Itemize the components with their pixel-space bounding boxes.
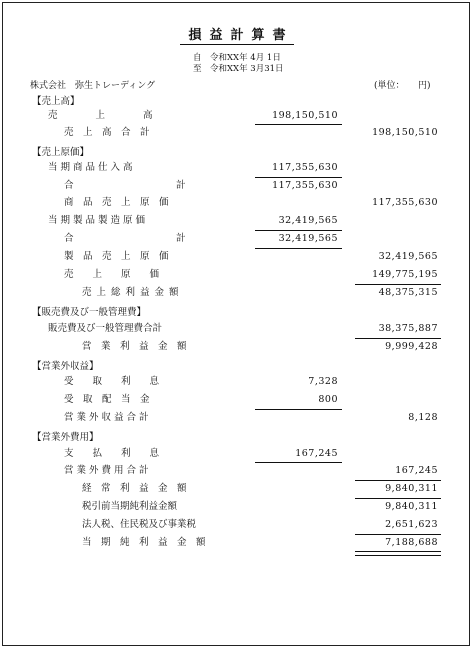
row-amount: 117,355,630 — [372, 197, 438, 208]
company-name: 株式会社 弥生トレーディング — [30, 81, 156, 91]
row-amount: 198,150,510 — [272, 110, 338, 121]
row-label: 営業外費用合計 — [64, 465, 152, 476]
row-label: 法人税、住民税及び事業税 — [82, 519, 197, 530]
row-interest-received — [0, 374, 474, 390]
row-sga-total — [0, 321, 474, 337]
row-amount: 117,355,630 — [272, 180, 338, 191]
row-sales-total — [0, 125, 474, 141]
row-label: 売 上 高 合 計 — [64, 127, 150, 138]
row-label-right: 計 — [176, 233, 186, 244]
row-mfg-sum — [0, 231, 474, 247]
row-amount: 9,840,311 — [385, 483, 438, 494]
row-purchases — [0, 160, 474, 176]
row-amount: 8,128 — [408, 412, 438, 423]
row-label: 税引前当期純利益金額 — [82, 501, 178, 512]
row-amount: 9,840,311 — [385, 501, 438, 512]
section-nonop-expense: 【営業外費用】 — [32, 432, 99, 443]
row-label-right: 計 — [176, 180, 186, 191]
row-label: 受 取 配 当 金 — [64, 394, 150, 405]
row-label: 当 期 純 利 益 金 額 — [82, 537, 206, 548]
row-amount: 32,419,565 — [278, 215, 338, 226]
row-label: 販売費及び一般管理費合計 — [48, 323, 163, 334]
row-label: 売 上 原 価 — [64, 269, 160, 280]
row-gross-profit — [0, 285, 474, 301]
row-amount: 48,375,315 — [378, 287, 438, 298]
row-ordinary-income — [0, 481, 474, 497]
row-amount: 7,188,688 — [385, 537, 438, 548]
row-label: 受 取 利 息 — [64, 376, 160, 387]
row-label: 営業外収益合計 — [64, 412, 152, 423]
row-goods-cogs — [0, 195, 474, 211]
row-label: 製 品 売 上 原 価 — [64, 251, 169, 262]
row-pretax-income — [0, 499, 474, 515]
row-nonop-expense-total — [0, 463, 474, 479]
section-cogs: 【売上原価】 — [32, 147, 90, 158]
row-amount: 149,775,195 — [372, 269, 438, 280]
unit-label: (単位： 円) — [374, 81, 431, 91]
row-label: 当期商品仕入高 — [48, 162, 136, 173]
period-to: 至 令和XX年 3月31日 — [193, 64, 284, 74]
row-amount: 800 — [318, 394, 338, 405]
row-product-cogs — [0, 249, 474, 265]
row-nonop-income-total — [0, 410, 474, 426]
row-label: 売 上 高 — [48, 110, 153, 121]
statement-title: 損益計算書 — [0, 24, 474, 43]
section-sga: 【販売費及び一般管理費】 — [32, 307, 147, 318]
row-net-income — [0, 535, 474, 551]
row-amount: 9,999,428 — [385, 341, 438, 352]
section-nonop-income: 【営業外収益】 — [32, 361, 99, 372]
row-label: 経 常 利 益 金 額 — [82, 483, 187, 494]
row-label: 売上総利益金額 — [82, 287, 184, 298]
double-underline — [355, 551, 441, 556]
row-label-left: 合 — [64, 233, 74, 244]
row-label: 支 払 利 息 — [64, 448, 160, 459]
row-amount: 2,651,623 — [385, 519, 438, 530]
row-amount: 117,355,630 — [272, 162, 338, 173]
row-label: 当期製品製造原価 — [48, 215, 149, 226]
row-interest-paid — [0, 446, 474, 462]
row-label: 営 業 利 益 金 額 — [82, 341, 187, 352]
row-amount: 167,245 — [295, 448, 338, 459]
row-operating-income — [0, 339, 474, 355]
row-amount: 32,419,565 — [278, 233, 338, 244]
section-sales: 【売上高】 — [32, 96, 80, 107]
row-amount: 7,328 — [308, 376, 338, 387]
row-label-left: 合 — [64, 180, 74, 191]
row-mfg-cost — [0, 213, 474, 229]
row-purchases-sum — [0, 178, 474, 194]
row-amount: 198,150,510 — [372, 127, 438, 138]
row-sales — [0, 108, 474, 124]
row-amount: 38,375,887 — [378, 323, 438, 334]
row-amount: 167,245 — [395, 465, 438, 476]
period-from: 自 令和XX年 4月 1日 — [193, 53, 281, 63]
row-label: 商 品 売 上 原 価 — [64, 197, 169, 208]
row-dividends-received — [0, 392, 474, 408]
row-taxes — [0, 517, 474, 533]
row-amount: 32,419,565 — [378, 251, 438, 262]
row-cogs — [0, 267, 474, 283]
